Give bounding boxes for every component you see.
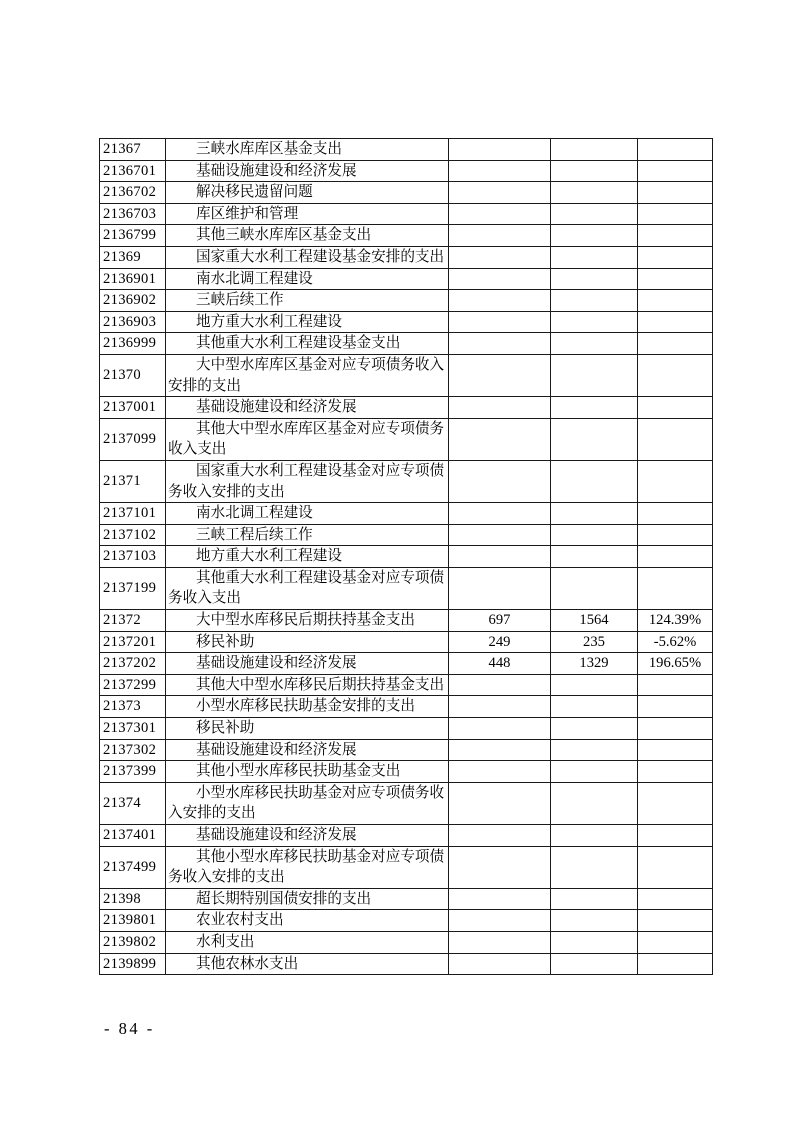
table-row	[100, 460, 713, 502]
value2-cell	[551, 311, 638, 333]
table-row	[100, 931, 713, 953]
table-row	[100, 203, 713, 225]
percent-cell	[638, 311, 713, 333]
percent-cell	[638, 418, 713, 460]
budget-code-cell: 2136703	[100, 203, 166, 225]
value2-cell	[551, 139, 638, 161]
item-name-cell: 移民补助	[166, 631, 449, 653]
table-row	[100, 139, 713, 161]
budget-code-cell: 2137301	[100, 718, 166, 740]
item-name-cell: 基础设施建设和经济发展	[166, 160, 449, 182]
percent-cell	[638, 225, 713, 247]
value1-cell: 249	[449, 631, 551, 653]
value2-cell	[551, 503, 638, 525]
value1-cell	[449, 460, 551, 502]
value2-cell	[551, 782, 638, 824]
value2-cell	[551, 718, 638, 740]
item-name-cell: 三峡工程后续工作	[166, 524, 449, 546]
table-row	[100, 225, 713, 247]
percent-cell	[638, 910, 713, 932]
value2-cell	[551, 354, 638, 396]
value2-cell: 235	[551, 631, 638, 653]
page-number: - 84 -	[104, 1019, 155, 1038]
item-name-cell: 大中型水库移民后期扶持基金支出	[166, 610, 449, 632]
value1-cell	[449, 674, 551, 696]
percent-cell	[638, 761, 713, 783]
budget-code-cell: 2137399	[100, 761, 166, 783]
item-name-cell: 基础设施建设和经济发展	[166, 653, 449, 675]
budget-code-cell: 2137001	[100, 397, 166, 419]
item-name-cell: 其他大中型水库库区基金对应专项债务收入支出	[166, 418, 449, 460]
budget-code-cell: 2137103	[100, 546, 166, 568]
table-row	[100, 825, 713, 847]
table-row	[100, 631, 713, 653]
value1-cell	[449, 696, 551, 718]
value1-cell	[449, 290, 551, 312]
item-name-cell: 小型水库移民扶助基金对应专项债务收入安排的支出	[166, 782, 449, 824]
value1-cell	[449, 503, 551, 525]
item-name-cell: 南水北调工程建设	[166, 268, 449, 290]
value1-cell	[449, 546, 551, 568]
value1-cell	[449, 931, 551, 953]
percent-cell	[638, 524, 713, 546]
percent-cell	[638, 718, 713, 740]
value2-cell	[551, 567, 638, 609]
percent-cell	[638, 825, 713, 847]
value2-cell	[551, 333, 638, 355]
value1-cell	[449, 739, 551, 761]
item-name-cell: 基础设施建设和经济发展	[166, 739, 449, 761]
budget-code-cell: 2137202	[100, 653, 166, 675]
budget-code-cell: 21374	[100, 782, 166, 824]
budget-code-cell: 21371	[100, 460, 166, 502]
budget-code-cell: 2136999	[100, 333, 166, 355]
value2-cell	[551, 225, 638, 247]
item-name-cell: 地方重大水利工程建设	[166, 311, 449, 333]
budget-code-cell: 2136902	[100, 290, 166, 312]
budget-code-cell: 2136701	[100, 160, 166, 182]
table-row	[100, 718, 713, 740]
value1-cell	[449, 182, 551, 204]
budget-code-cell: 2136903	[100, 311, 166, 333]
value2-cell	[551, 246, 638, 268]
value2-cell	[551, 182, 638, 204]
item-name-cell: 超长期特别国债安排的支出	[166, 888, 449, 910]
value2-cell	[551, 846, 638, 888]
value2-cell	[551, 397, 638, 419]
percent-cell	[638, 333, 713, 355]
table-row	[100, 567, 713, 609]
budget-code-cell: 2139899	[100, 953, 166, 975]
table-row	[100, 354, 713, 396]
item-name-cell: 大中型水库库区基金对应专项债务收入安排的支出	[166, 354, 449, 396]
value1-cell	[449, 718, 551, 740]
value2-cell	[551, 268, 638, 290]
percent-cell	[638, 160, 713, 182]
percent-cell	[638, 739, 713, 761]
table-row	[100, 888, 713, 910]
value1-cell	[449, 311, 551, 333]
budget-code-cell: 2137299	[100, 674, 166, 696]
value2-cell	[551, 910, 638, 932]
table-row	[100, 782, 713, 824]
value1-cell	[449, 160, 551, 182]
percent-cell	[638, 354, 713, 396]
value1-cell	[449, 268, 551, 290]
value2-cell	[551, 546, 638, 568]
value2-cell	[551, 524, 638, 546]
table-row	[100, 524, 713, 546]
value1-cell	[449, 782, 551, 824]
percent-cell	[638, 290, 713, 312]
percent-cell	[638, 953, 713, 975]
table-row	[100, 546, 713, 568]
item-name-cell: 水利支出	[166, 931, 449, 953]
budget-code-cell: 2137499	[100, 846, 166, 888]
value1-cell	[449, 246, 551, 268]
value1-cell	[449, 567, 551, 609]
value2-cell	[551, 203, 638, 225]
item-name-cell: 其他大中型水库移民后期扶持基金支出	[166, 674, 449, 696]
percent-cell	[638, 567, 713, 609]
value2-cell	[551, 739, 638, 761]
budget-code-cell: 2137401	[100, 825, 166, 847]
table-row	[100, 311, 713, 333]
table-row	[100, 503, 713, 525]
budget-code-cell: 21398	[100, 888, 166, 910]
percent-cell	[638, 397, 713, 419]
percent-cell	[638, 782, 713, 824]
table-row	[100, 246, 713, 268]
budget-code-cell: 2137199	[100, 567, 166, 609]
table-row	[100, 182, 713, 204]
value1-cell	[449, 203, 551, 225]
value2-cell	[551, 931, 638, 953]
budget-table	[99, 138, 713, 975]
item-name-cell: 三峡后续工作	[166, 290, 449, 312]
item-name-cell: 三峡水库库区基金支出	[166, 139, 449, 161]
value1-cell	[449, 333, 551, 355]
value2-cell	[551, 953, 638, 975]
item-name-cell: 农业农村支出	[166, 910, 449, 932]
value1-cell: 697	[449, 610, 551, 632]
item-name-cell: 基础设施建设和经济发展	[166, 825, 449, 847]
table-row	[100, 674, 713, 696]
value1-cell	[449, 139, 551, 161]
value1-cell	[449, 761, 551, 783]
value1-cell	[449, 397, 551, 419]
percent-cell	[638, 139, 713, 161]
percent-cell: 196.65%	[638, 653, 713, 675]
percent-cell	[638, 674, 713, 696]
value2-cell	[551, 460, 638, 502]
table-row	[100, 910, 713, 932]
value1-cell	[449, 354, 551, 396]
budget-code-cell: 2137102	[100, 524, 166, 546]
value1-cell	[449, 888, 551, 910]
budget-code-cell: 2136901	[100, 268, 166, 290]
table-row	[100, 953, 713, 975]
budget-code-cell: 21367	[100, 139, 166, 161]
table-row	[100, 761, 713, 783]
budget-code-cell: 2137099	[100, 418, 166, 460]
percent-cell	[638, 846, 713, 888]
item-name-cell: 国家重大水利工程建设基金安排的支出	[166, 246, 449, 268]
budget-code-cell: 2137201	[100, 631, 166, 653]
item-name-cell: 库区维护和管理	[166, 203, 449, 225]
budget-code-cell: 2137302	[100, 739, 166, 761]
table-row	[100, 418, 713, 460]
value1-cell	[449, 418, 551, 460]
value2-cell: 1564	[551, 610, 638, 632]
item-name-cell: 小型水库移民扶助基金安排的支出	[166, 696, 449, 718]
value2-cell	[551, 160, 638, 182]
value1-cell	[449, 825, 551, 847]
value2-cell: 1329	[551, 653, 638, 675]
percent-cell: -5.62%	[638, 631, 713, 653]
table-row	[100, 846, 713, 888]
budget-code-cell: 2139802	[100, 931, 166, 953]
item-name-cell: 其他小型水库移民扶助基金支出	[166, 761, 449, 783]
item-name-cell: 其他农林水支出	[166, 953, 449, 975]
item-name-cell: 其他重大水利工程建设基金对应专项债务收入支出	[166, 567, 449, 609]
percent-cell	[638, 931, 713, 953]
table-row	[100, 397, 713, 419]
value1-cell	[449, 953, 551, 975]
percent-cell	[638, 888, 713, 910]
percent-cell	[638, 696, 713, 718]
budget-code-cell: 21370	[100, 354, 166, 396]
budget-code-cell: 2137101	[100, 503, 166, 525]
value1-cell	[449, 524, 551, 546]
value2-cell	[551, 674, 638, 696]
table-row	[100, 610, 713, 632]
item-name-cell: 基础设施建设和经济发展	[166, 397, 449, 419]
table-row	[100, 653, 713, 675]
budget-code-cell: 2136702	[100, 182, 166, 204]
item-name-cell: 其他三峡水库库区基金支出	[166, 225, 449, 247]
item-name-cell: 国家重大水利工程建设基金对应专项债务收入安排的支出	[166, 460, 449, 502]
item-name-cell: 其他小型水库移民扶助基金对应专项债务收入安排的支出	[166, 846, 449, 888]
value2-cell	[551, 696, 638, 718]
percent-cell	[638, 268, 713, 290]
value2-cell	[551, 888, 638, 910]
percent-cell	[638, 182, 713, 204]
value2-cell	[551, 825, 638, 847]
budget-code-cell: 21373	[100, 696, 166, 718]
percent-cell: 124.39%	[638, 610, 713, 632]
budget-code-cell: 21372	[100, 610, 166, 632]
percent-cell	[638, 203, 713, 225]
value1-cell	[449, 910, 551, 932]
percent-cell	[638, 546, 713, 568]
budget-table-body	[100, 139, 713, 975]
percent-cell	[638, 460, 713, 502]
item-name-cell: 解决移民遗留问题	[166, 182, 449, 204]
item-name-cell: 南水北调工程建设	[166, 503, 449, 525]
budget-code-cell: 2136799	[100, 225, 166, 247]
value2-cell	[551, 290, 638, 312]
budget-code-cell: 21369	[100, 246, 166, 268]
table-row	[100, 290, 713, 312]
value1-cell: 448	[449, 653, 551, 675]
item-name-cell: 地方重大水利工程建设	[166, 546, 449, 568]
percent-cell	[638, 503, 713, 525]
value2-cell	[551, 418, 638, 460]
budget-code-cell: 2139801	[100, 910, 166, 932]
table-row	[100, 739, 713, 761]
table-row	[100, 268, 713, 290]
item-name-cell: 其他重大水利工程建设基金支出	[166, 333, 449, 355]
value2-cell	[551, 761, 638, 783]
value1-cell	[449, 846, 551, 888]
item-name-cell: 移民补助	[166, 718, 449, 740]
table-row	[100, 160, 713, 182]
value1-cell	[449, 225, 551, 247]
table-row	[100, 696, 713, 718]
percent-cell	[638, 246, 713, 268]
table-row	[100, 333, 713, 355]
